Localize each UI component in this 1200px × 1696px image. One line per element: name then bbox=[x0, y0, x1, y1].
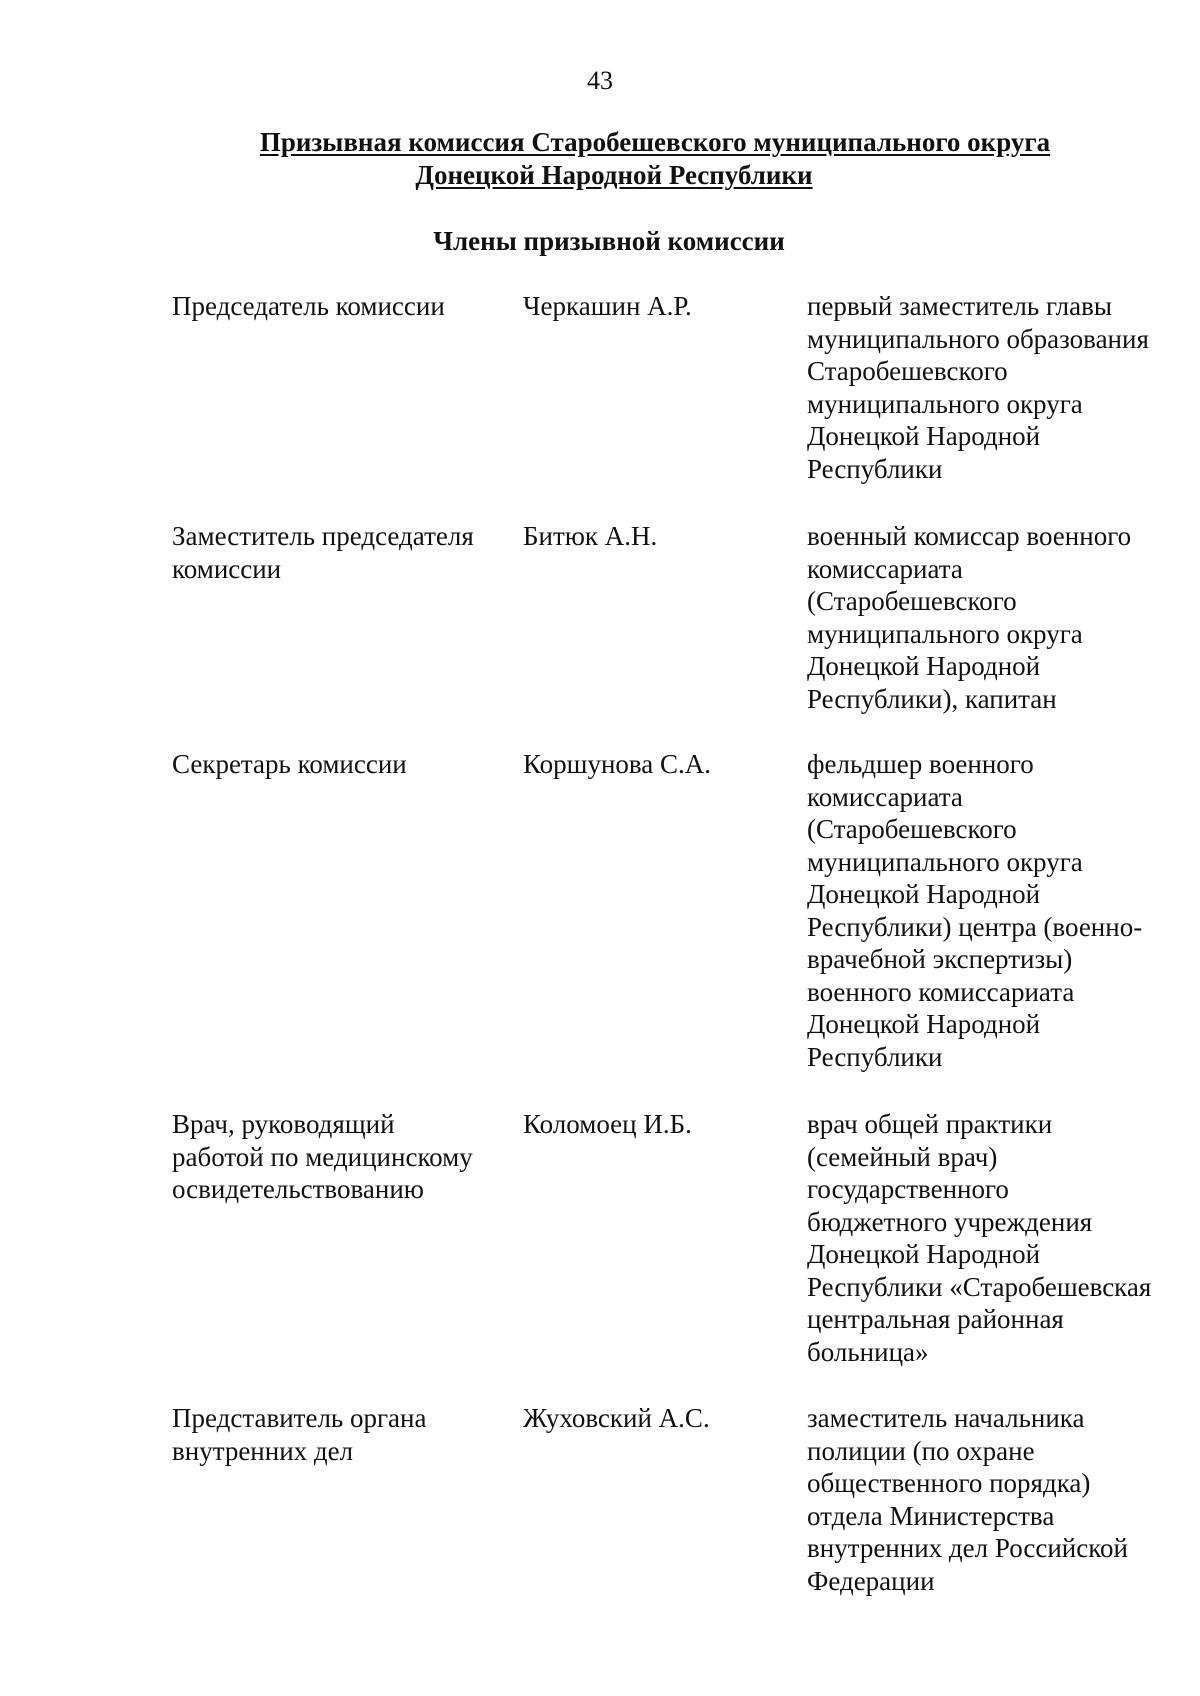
member-position bbox=[807, 748, 1187, 1073]
member-position-line: бюджетного учреждения bbox=[807, 1206, 1093, 1237]
member-position bbox=[807, 290, 1187, 485]
member-position-line: военного комиссариата bbox=[807, 976, 1075, 1007]
member-position-line: врачебной экспертизы) bbox=[807, 944, 1073, 974]
member-role-line: Секретарь комиссии bbox=[172, 749, 407, 779]
member-position-line: больница» bbox=[807, 1336, 929, 1367]
member-role bbox=[172, 290, 502, 323]
member-position-line: Донецкой Народной bbox=[807, 879, 1041, 909]
member-position-line: муниципального округа bbox=[807, 618, 1083, 649]
member-position-line: врач общей практики bbox=[807, 1109, 1053, 1139]
member-role bbox=[172, 748, 502, 781]
member-position-line: Республики bbox=[807, 1041, 943, 1072]
member-position-line: комиссариата bbox=[807, 553, 963, 584]
member-role-line: работой по медицинскому bbox=[172, 1141, 473, 1172]
title-line-2: Донецкой Народной Республики bbox=[415, 160, 813, 190]
member-role-line: комиссии bbox=[172, 553, 282, 584]
member-role-line: Врач, руководящий bbox=[172, 1109, 395, 1139]
member-position-line: Республики), капитан bbox=[807, 683, 1057, 714]
member-role-line: Представитель органа bbox=[172, 1403, 427, 1433]
member-position bbox=[807, 1108, 1187, 1368]
member-position-line: Республики bbox=[807, 453, 943, 484]
member-position-line: (Старобешевского bbox=[807, 814, 1017, 844]
member-position-line: военный комиссар военного bbox=[807, 521, 1132, 551]
member-name: Черкашин А.Р. bbox=[523, 291, 692, 321]
member-position-line: Донецкой Народной bbox=[807, 421, 1041, 451]
member-role-line: освидетельствованию bbox=[172, 1174, 424, 1204]
member-name: Битюк А.Н. bbox=[523, 521, 658, 551]
member-position-line: Донецкой Народной bbox=[807, 651, 1041, 681]
member-name: Коршунова С.А. bbox=[523, 749, 712, 779]
member-position-line: заместитель начальника bbox=[807, 1403, 1085, 1433]
member-position-line: муниципального округа bbox=[807, 846, 1083, 877]
member-name: Коломоец И.Б. bbox=[523, 1109, 692, 1139]
member-role-line: внутренних дел bbox=[172, 1435, 354, 1466]
member-position-line: центральная районная bbox=[807, 1304, 1064, 1334]
member-name: Жуховский А.С. bbox=[523, 1403, 710, 1433]
member-position-line: (Старобешевского bbox=[807, 586, 1017, 616]
member-position-line: комиссариата bbox=[807, 781, 963, 812]
title-line-1: Призывная комиссия Старобешевского муниципального округа bbox=[259, 127, 1051, 157]
member-position-line: полиции (по охране bbox=[807, 1435, 1035, 1466]
member-position-line: общественного порядка) bbox=[807, 1468, 1091, 1498]
member-position-line: первый заместитель главы bbox=[807, 291, 1113, 321]
member-role bbox=[172, 1108, 502, 1206]
member-role bbox=[172, 1402, 502, 1467]
member-position-line: Федерации bbox=[807, 1565, 935, 1596]
member-position-line: отдела Министерства bbox=[807, 1500, 1055, 1531]
member-position bbox=[807, 520, 1187, 715]
section-heading: Члены призывной комиссии bbox=[433, 226, 785, 256]
member-position-line: Донецкой Народной bbox=[807, 1009, 1041, 1039]
member-position-line: государственного bbox=[807, 1174, 1009, 1204]
member-position-line: муниципального образования bbox=[807, 323, 1149, 354]
member-position-line: Республики) центра (военно- bbox=[807, 911, 1143, 942]
member-role-line: Заместитель председателя bbox=[172, 521, 474, 551]
member-position-line: Старобешевского bbox=[807, 356, 1008, 386]
document-title bbox=[0, 126, 1200, 192]
member-position-line: Республики «Старобешевская bbox=[807, 1271, 1152, 1302]
member-role-line: Председатель комиссии bbox=[172, 291, 445, 321]
member-position-line: Донецкой Народной bbox=[807, 1239, 1041, 1269]
member-role bbox=[172, 520, 502, 585]
member-position-line: муниципального округа bbox=[807, 388, 1083, 419]
member-position-line: фельдшер военного bbox=[807, 749, 1034, 779]
member-position-line: внутренних дел Российской bbox=[807, 1533, 1128, 1563]
page-number: 43 bbox=[587, 66, 613, 95]
member-position bbox=[807, 1402, 1187, 1597]
member-position-line: (семейный врач) bbox=[807, 1141, 998, 1172]
